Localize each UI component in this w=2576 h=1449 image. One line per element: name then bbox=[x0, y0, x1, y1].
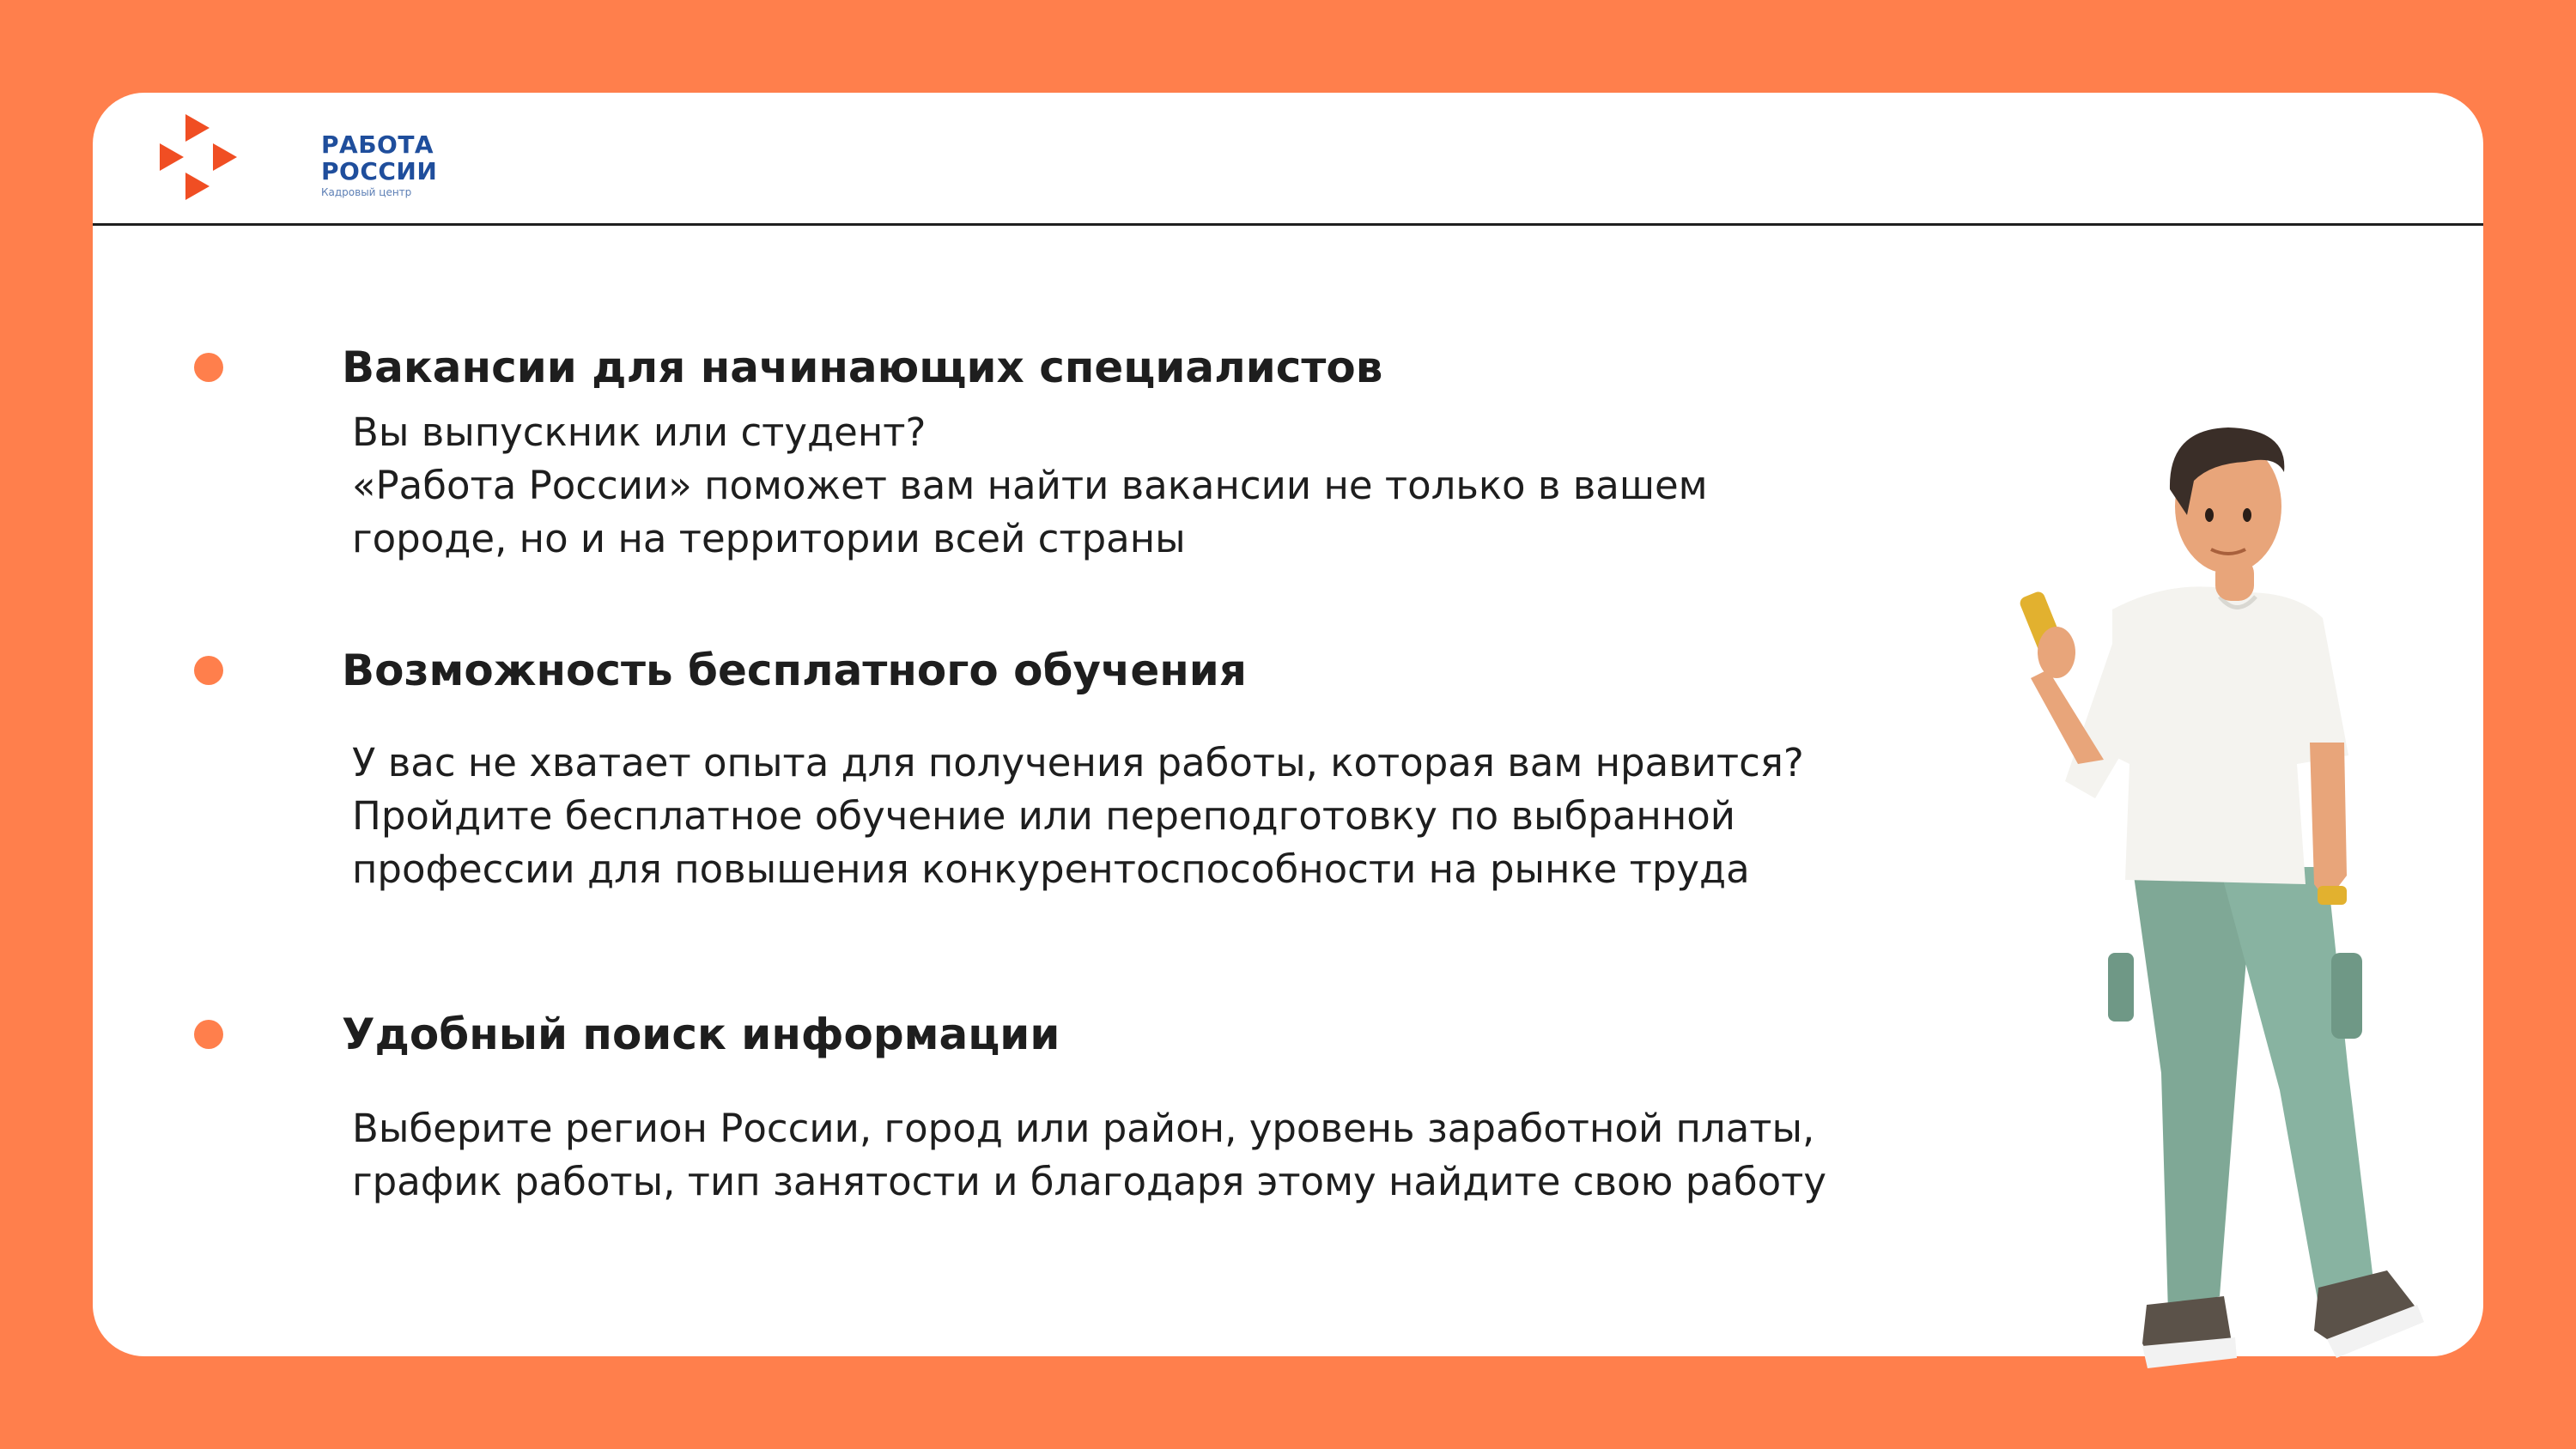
logo-line-1: РАБОТА bbox=[321, 130, 434, 159]
logo-wordmark bbox=[321, 131, 437, 197]
feature-heading: Вакансии для начинающих специалистов bbox=[342, 343, 1383, 392]
feature-line: профессии для повышения конкурентоспособности на рынке труда bbox=[352, 846, 1750, 892]
feature-heading: Удобный поиск информации bbox=[342, 1009, 1060, 1059]
logo-line-2: РОССИИ bbox=[321, 157, 438, 185]
logo-subtitle: Кадровый центр bbox=[321, 186, 412, 198]
feature-line: график работы, тип занятости и благодаря этому найдите свою работу bbox=[352, 1159, 1827, 1204]
feature-line: городе, но и на территории всей страны bbox=[352, 516, 1186, 561]
feature-line: «Работа России» поможет вам найти вакансии не только в вашем bbox=[352, 463, 1708, 508]
feature-heading: Возможность бесплатного обучения bbox=[342, 646, 1247, 695]
feature-description bbox=[352, 1102, 1826, 1209]
bullet-icon bbox=[194, 1020, 223, 1049]
feature-line: Выберите регион России, город или район, уровень заработной платы, bbox=[352, 1106, 1815, 1151]
bullet-icon bbox=[194, 353, 223, 382]
feature-line: У вас не хватает опыта для получения работы, которая вам нравится? bbox=[352, 740, 1804, 785]
person-with-phone-illustration bbox=[1936, 421, 2503, 1434]
work-russia-logo-icon bbox=[160, 114, 242, 200]
feature-description bbox=[352, 406, 1708, 566]
header bbox=[93, 93, 2483, 226]
feature-description bbox=[352, 737, 1804, 896]
logo[interactable] bbox=[160, 114, 520, 209]
feature-line: Вы выпускник или студент? bbox=[352, 409, 927, 455]
bullet-icon bbox=[194, 656, 223, 685]
feature-line: Пройдите бесплатное обучение или переподготовку по выбранной bbox=[352, 793, 1736, 839]
